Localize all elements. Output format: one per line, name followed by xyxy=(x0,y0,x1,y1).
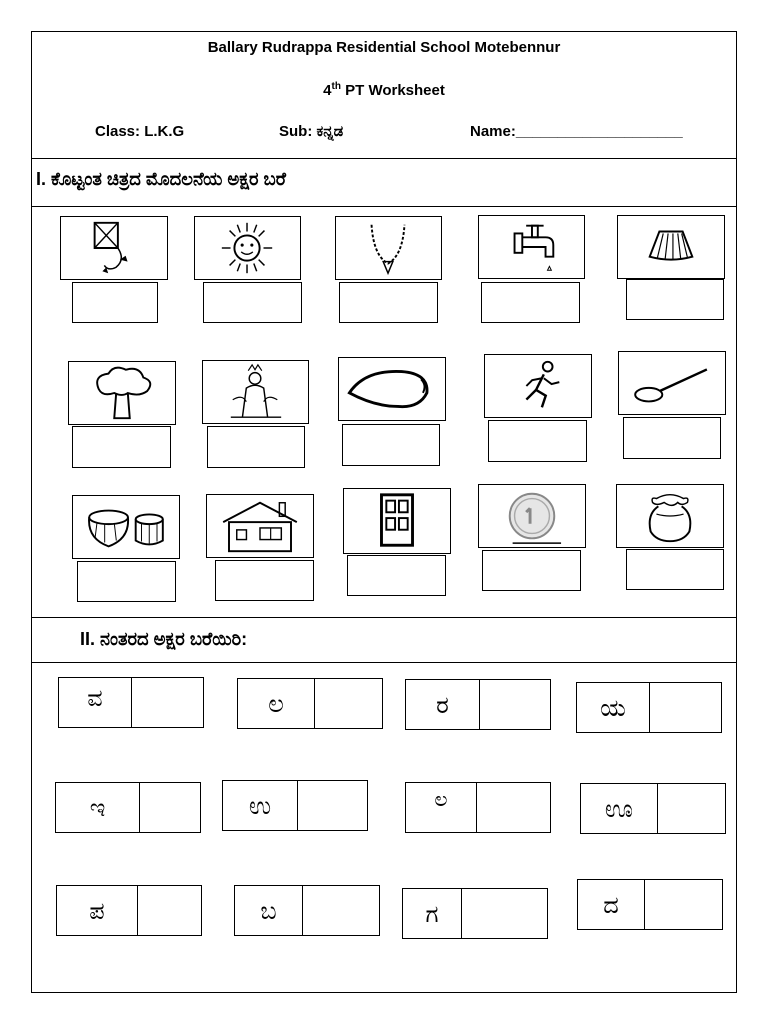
tree-picture xyxy=(68,361,176,425)
given-letter: ಗ xyxy=(425,899,439,928)
letter-pair-box[interactable] xyxy=(55,782,201,833)
jar-icon xyxy=(617,485,723,547)
letter-pair-box[interactable] xyxy=(580,783,726,834)
runner-picture xyxy=(484,354,592,418)
divider xyxy=(32,206,736,207)
given-letter: ಯ xyxy=(600,693,626,722)
answer-box[interactable] xyxy=(488,420,587,462)
letter-pair-box[interactable] xyxy=(402,888,548,939)
subject-label: Sub: ಕನ್ನಡ xyxy=(279,123,344,140)
section-2-title: II. ನಂತರದ ಅಕ್ಷರ ಬರೆಯಿರಿ: xyxy=(80,629,248,649)
answer-box[interactable] xyxy=(203,282,302,323)
worksheet-title-sup: th xyxy=(331,81,341,92)
given-letter: ವ xyxy=(87,684,103,712)
pair-divider xyxy=(139,783,140,832)
given-letter: ಊ xyxy=(604,794,634,823)
king-picture xyxy=(202,360,309,424)
letter-pair-box[interactable] xyxy=(234,885,380,936)
answer-box[interactable] xyxy=(482,550,581,591)
worksheet-title-number: 4 xyxy=(323,82,332,99)
pair-divider xyxy=(476,783,477,832)
school-name: Ballary Rudrappa Residential School Motebennur xyxy=(207,39,561,56)
runner-icon xyxy=(485,355,591,417)
house-picture xyxy=(206,494,314,558)
tap-picture xyxy=(478,215,585,279)
divider xyxy=(32,158,736,159)
letter-pair-box[interactable] xyxy=(58,677,204,728)
given-letter: ದ xyxy=(603,890,619,919)
necklace-picture xyxy=(335,216,442,280)
tabla-icon xyxy=(73,496,179,558)
name-field[interactable]: Name:____________________ xyxy=(470,123,683,140)
answer-box[interactable] xyxy=(623,417,721,459)
pair-divider xyxy=(461,889,462,938)
answer-box[interactable] xyxy=(347,555,446,596)
answer-box[interactable] xyxy=(215,560,314,601)
answer-box[interactable] xyxy=(77,561,176,602)
pair-divider xyxy=(137,886,138,935)
kite-picture xyxy=(60,216,168,280)
coin-icon xyxy=(479,485,585,547)
spoon-icon xyxy=(619,352,725,414)
worksheet-title-rest: PT Worksheet xyxy=(340,82,445,99)
given-letter: ರ xyxy=(436,690,449,719)
tabla-picture xyxy=(72,495,180,559)
letter-pair-box[interactable] xyxy=(222,780,368,831)
door-picture xyxy=(343,488,451,554)
class-label: Class: L.K.G xyxy=(95,123,185,140)
given-letter: ಇ xyxy=(89,793,106,822)
mango-icon xyxy=(339,358,445,420)
given-letter: ಲ xyxy=(268,689,284,718)
pair-divider xyxy=(297,781,298,830)
kite-icon xyxy=(61,217,167,279)
section-1-title: I. ಕೊಟ್ಟಂತ ಚಿತ್ರದ ಮೊದಲನೆಯ ಅಕ್ಷರ ಬರೆ xyxy=(36,169,286,189)
king-icon xyxy=(203,361,308,423)
letter-pair-box[interactable] xyxy=(576,682,722,733)
given-letter: ಬ xyxy=(260,896,277,925)
answer-box[interactable] xyxy=(72,426,171,468)
letter-pair-box[interactable] xyxy=(405,679,551,730)
given-letter: ಉ xyxy=(248,791,272,820)
given-letter: ಪ xyxy=(89,896,105,925)
pair-divider xyxy=(657,784,658,833)
tree-icon xyxy=(69,362,175,424)
pair-divider xyxy=(314,679,315,728)
answer-box[interactable] xyxy=(339,282,438,323)
answer-box[interactable] xyxy=(72,282,158,323)
tap-icon xyxy=(479,216,584,278)
pair-divider xyxy=(302,886,303,935)
skirt-picture xyxy=(617,215,725,279)
worksheet-title xyxy=(32,81,736,99)
worksheet-page xyxy=(31,31,737,993)
pair-divider xyxy=(479,680,480,729)
letter-pair-box[interactable] xyxy=(577,879,723,930)
given-letter: ಲ xyxy=(434,787,448,811)
pair-divider xyxy=(644,880,645,929)
answer-box[interactable] xyxy=(207,426,305,468)
answer-box[interactable] xyxy=(481,282,580,323)
jar-picture xyxy=(616,484,724,548)
pair-divider xyxy=(649,683,650,732)
coin-picture xyxy=(478,484,586,548)
sun-picture xyxy=(194,216,301,280)
mango-picture xyxy=(338,357,446,421)
answer-box[interactable] xyxy=(626,279,724,320)
letter-pair-box[interactable] xyxy=(56,885,202,936)
answer-box[interactable] xyxy=(342,424,440,466)
answer-box[interactable] xyxy=(626,549,724,590)
divider xyxy=(32,662,736,663)
letter-pair-box[interactable] xyxy=(237,678,383,729)
sun-icon xyxy=(195,217,300,279)
letter-pair-box[interactable] xyxy=(405,782,551,833)
pair-divider xyxy=(131,678,132,727)
door-icon xyxy=(344,489,450,553)
house-icon xyxy=(207,495,313,557)
spoon-picture xyxy=(618,351,726,415)
divider xyxy=(32,617,736,618)
necklace-icon xyxy=(336,217,441,279)
skirt-icon xyxy=(618,216,724,278)
